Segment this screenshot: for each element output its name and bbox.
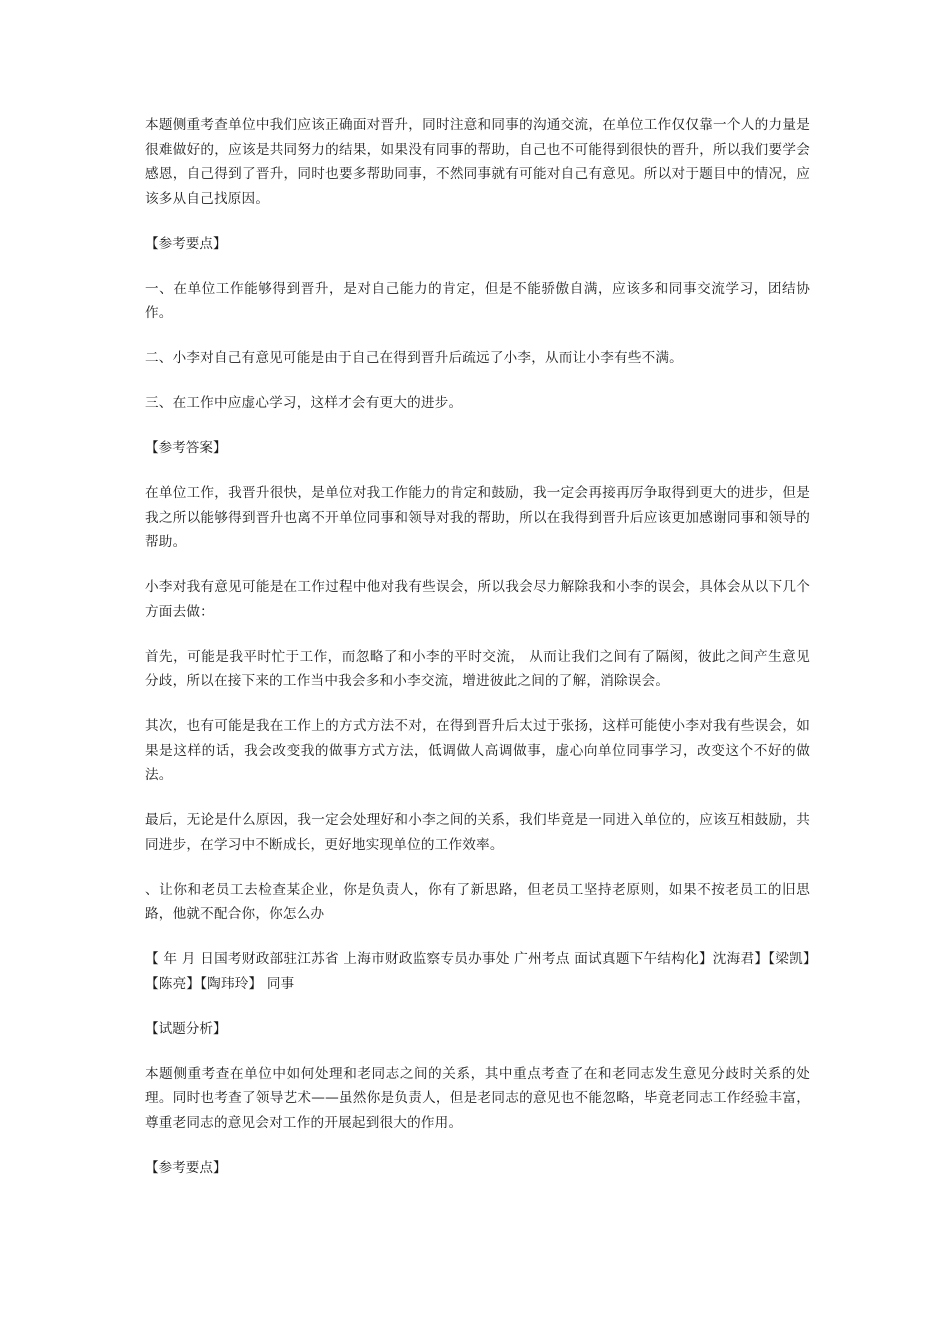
exam-source-paragraph: 【 年 月 日国考财政部驻江苏省 上海市财政监察专员办事处 广州考点 面试真题下午结构化】沈海君】【梁凯】【陈亮】【陶玮玲】 同事 (145, 951, 810, 992)
question-paragraph: 、让你和老员工去检查某企业，你是负责人，你有了新思路，但老员工坚持老原则，如果不按老员工的旧思路，他就不配合你，你怎么办 (145, 881, 810, 922)
answer-paragraph-3: 首先，可能是我平时忙于工作，而忽略了和小李的平时交流， 从而让我们之间有了隔阂，彼此之间产生意见分歧，所以在接下来的工作当中我会多和小李交流，增进彼此之间的了解，消除误会。 (145, 648, 810, 689)
reference-points-heading: 【参考要点】 (145, 235, 227, 252)
analysis-paragraph: 本题侧重考查在单位中如何处理和老同志之间的关系，其中重点考查了在和老同志发生意见分歧时关系的处理。同时也考查了领导艺术——虽然你是负责人，但是老同志的意见也不能忽略，毕竟老同志工作经验丰富，尊重老同志的意见会对工作的开展起到很大的作用。 (145, 1065, 810, 1131)
intro-analysis-paragraph: 本题侧重考查单位中我们应该正确面对晋升，同时注意和同事的沟通交流，在单位工作仅仅靠一个人的力量是很难做好的，应该是共同努力的结果，如果没有同事的帮助，自己也不可能得到很快的晋升，所以我们要学会感恩，自己得到了晋升，同时也要多帮助同事，不然同事就有可能对自己有意见。所以对于题目中的情况，应该多从自己找原因。 (145, 117, 810, 207)
point-one: 一、在单位工作能够得到晋升，是对自己能力的肯定，但是不能骄傲自满，应该多和同事交流学习，团结协作。 (145, 280, 810, 321)
reference-answer-heading: 【参考答案】 (145, 440, 227, 456)
answer-paragraph-5: 最后，无论是什么原因，我一定会处理好和小李之间的关系，我们毕竟是一同进入单位的，应该互相鼓励，共同进步，在学习中不断成长，更好地实现单位的工作效率。 (145, 812, 810, 853)
question-analysis-heading: 【试题分析】 (145, 1020, 227, 1037)
answer-paragraph-4: 其次，也有可能是我在工作上的方式方法不对，在得到晋升后太过于张扬，这样可能使小李对我有些误会，如果是这样的话，我会改变我的做事方式方法，低调做人高调做事，虚心向单位同事学习，改变这个不好的做法。 (145, 718, 810, 783)
point-two: 二、小李对自己有意见可能是由于自己在得到晋升后疏远了小李，从而让小李有些不满。 (145, 350, 683, 366)
answer-paragraph-2: 小李对我有意见可能是在工作过程中他对我有些误会，所以我会尽力解除我和小李的误会，具体会从以下几个方面去做： (145, 579, 810, 620)
document-page (145, 113, 810, 1201)
answer-paragraph-1: 在单位工作，我晋升很快，是单位对我工作能力的肯定和鼓励，我一定会再接再厉争取得到更大的进步，但是我之所以能够得到晋升也离不开单位同事和领导对我的帮助，所以在我得到晋升后应该更加感谢同事和领导的帮助。 (145, 485, 810, 550)
reference-points-heading-2: 【参考要点】 (145, 1159, 227, 1176)
point-three: 三、在工作中应虚心学习，这样才会有更大的进步。 (145, 395, 463, 411)
